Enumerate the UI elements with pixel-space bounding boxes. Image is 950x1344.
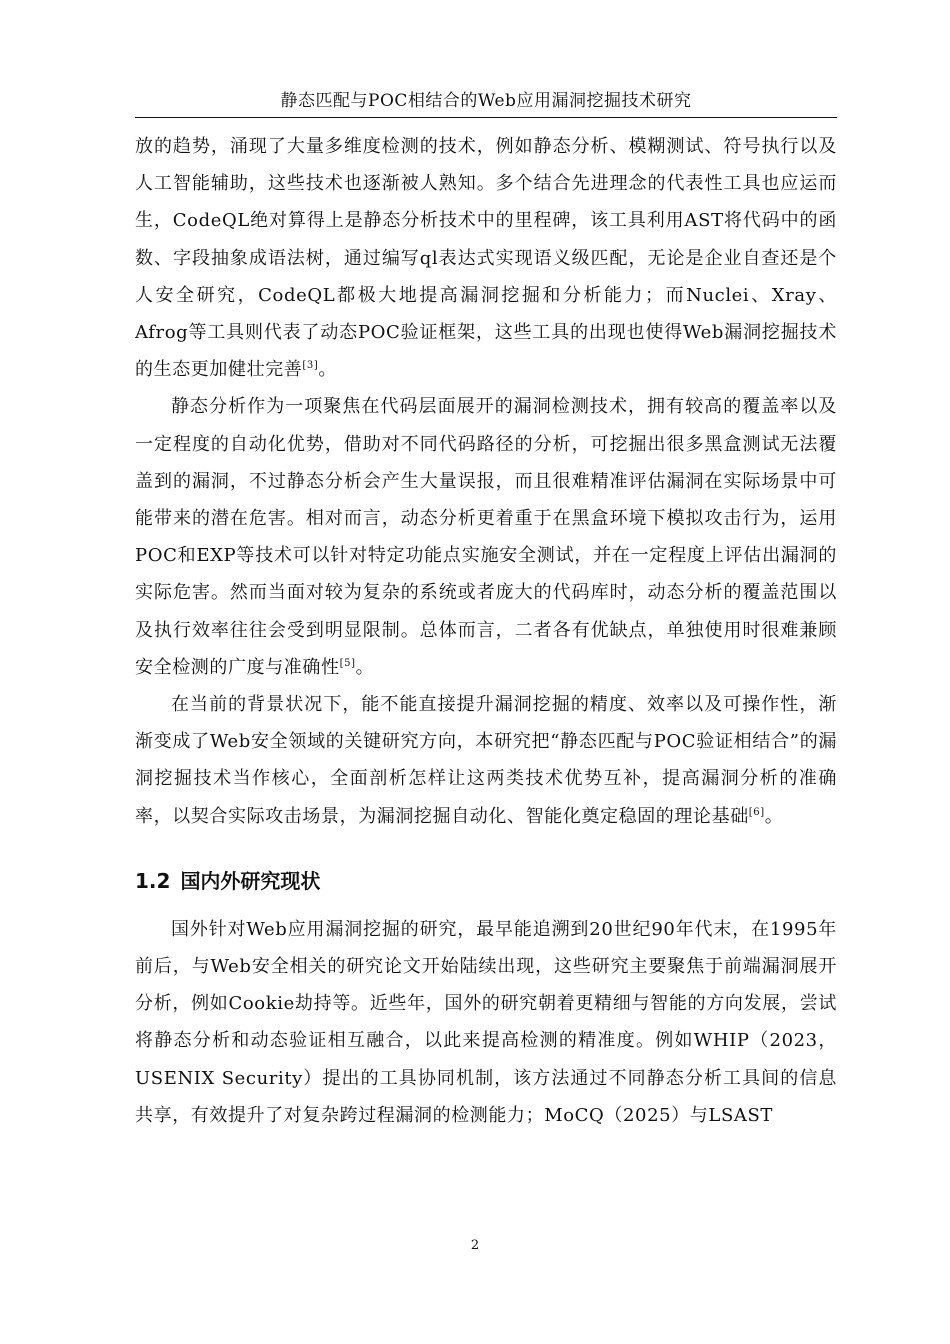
running-header: 静态匹配与POC相结合的Web应用漏洞挖掘技术研究 — [280, 91, 692, 111]
paragraph-text: 静态分析作为一项聚焦在代码层面展开的漏洞检测技术，拥有较高的覆盖率以及一定程度的自动化优势，借助对不同代码路径的分析，可挖掘出很多黑盒测试无法覆盖到的漏洞，不过静态分析会产生大量误报，而且很难精准评估漏洞在实际场景中可能带来的潜在危害。相对而言，动态分析更着重于在黑盒环境下模拟攻击行为，运用POC和EXP等技术可以针对特定功能点实施安全测试，并在一定程度上评估出漏洞的实际危害。然而当面对较为复杂的系统或者庞大的代码库时，动态分析的覆盖范围以及执行效率往往会受到明显限制。总体而言，二者各有优缺点，单独使用时很难兼顾安全检测的广度与准确性 — [135, 396, 837, 678]
citation: [5] — [339, 657, 356, 669]
citation: [6] — [748, 806, 765, 818]
paragraph-end: 。 — [355, 656, 375, 678]
paragraph-text: 放的趋势，涌现了大量多维度检测的技术，例如静态分析、模糊测试、符号执行以及人工智能辅助，这些技术也逐渐被人熟知。多个结合先进理念的代表性工具也应运而生，CodeQL绝对算得上是静态分析技术中的里程碑，该工具利用AST将代码中的函数、字段抽象成语法树，通过编写ql表达式实现语义级匹配，无论是企业自查还是个人安全研究，CodeQL都极大地提高漏洞挖掘和分析能力；而Nuclei、Xray、Afrog等工具则代表了动态POC验证框架，这些工具的出现也使得Web漏洞挖掘技术的生态更加健壮完善 — [135, 136, 837, 381]
citation: [3] — [302, 360, 319, 372]
header-rule — [135, 117, 837, 118]
paragraph — [135, 128, 837, 388]
section-title: 国内外研究现状 — [180, 868, 321, 893]
page-number: 2 — [470, 1238, 480, 1253]
paragraph — [135, 686, 837, 835]
paragraph-text: 在当前的背景状况下，能不能直接提升漏洞挖掘的精度、效率以及可操作性，渐渐变成了Web安全领域的关键研究方向，本研究把“静态匹配与POC验证相结合”的漏洞挖掘技术当作核心，全面剖析怎样让这两类技术优势互补，提高漏洞分析的准确率，以契合实际攻击场景，为漏洞挖掘自动化、智能化奠定稳固的理论基础 — [135, 694, 837, 827]
paragraph-end: 。 — [318, 359, 337, 381]
body-text — [135, 128, 837, 1134]
paragraph-text: 国外针对Web应用漏洞挖掘的研究，最早能追溯到20世纪90年代末，在1995年前后，与Web安全相关的研究论文开始陆续出现，这些研究主要聚焦于前端漏洞展开分析，例如Cookie劫持等。近些年，国外的研究朝着更精细与智能的方向发展，尝试将静态分析和动态验证相互融合，以此来提高检测的精准度。例如WHIP（2023，USENIX Security）提出的工具协同机制，该方法通过不同静态分析工具间的信息共享，有效提升了对复杂跨过程漏洞的检测能力；MoCQ（2025）与LSAST — [135, 918, 837, 1126]
section-heading — [135, 835, 837, 911]
section-number: 1.2 — [135, 868, 171, 893]
paragraph — [135, 911, 837, 1134]
paragraph — [135, 388, 837, 686]
paragraph-end: 。 — [764, 805, 784, 827]
